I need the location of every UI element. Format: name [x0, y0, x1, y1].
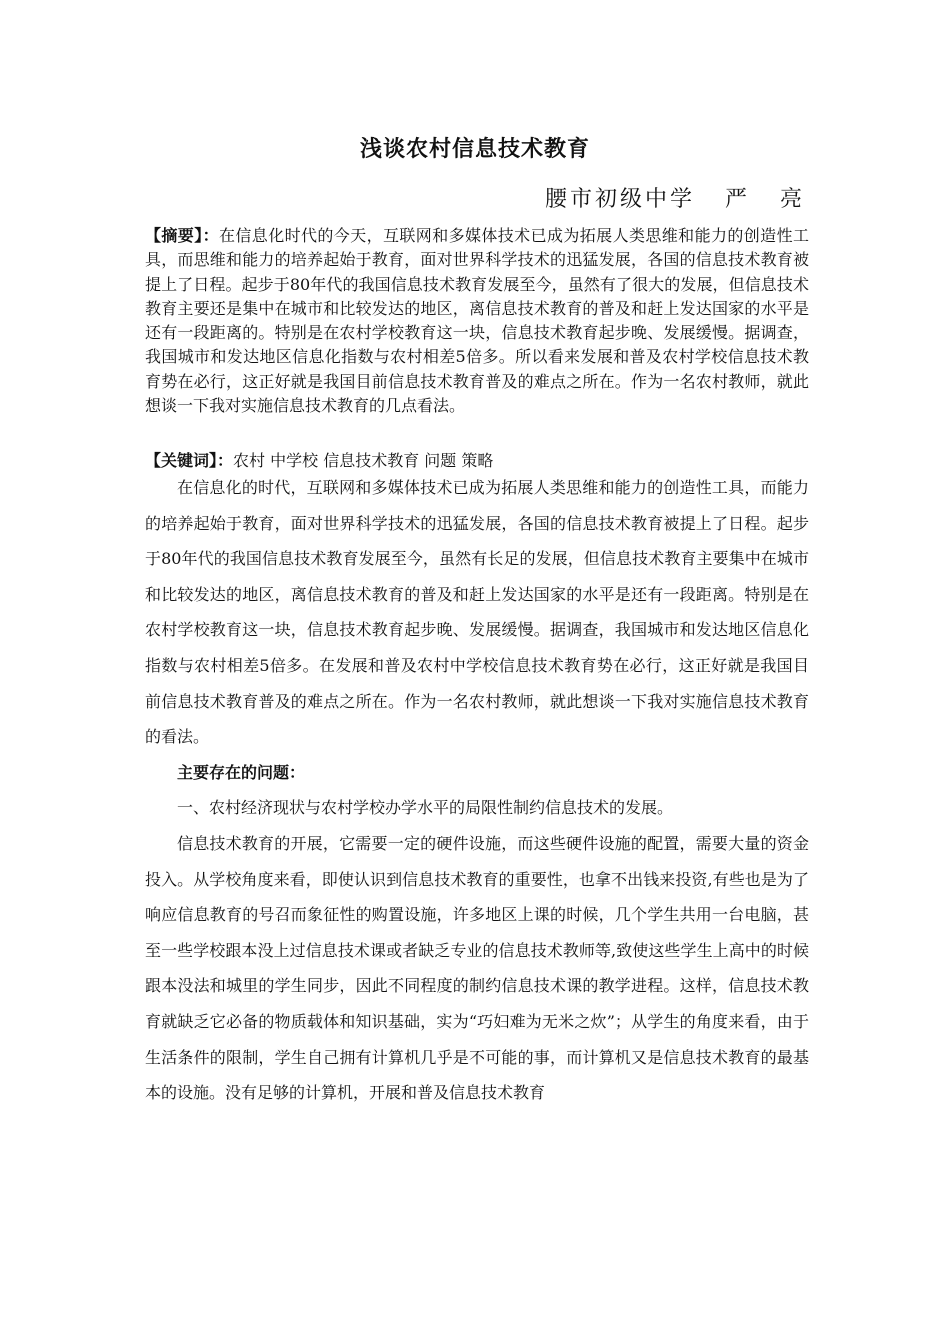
document-body	[145, 470, 809, 1111]
section-heading: 主要存在的问题：	[177, 762, 306, 782]
point-one-heading: 一、农村经济现状与农村学校办学水平的局限性制约信息技术的发展。	[177, 798, 674, 818]
document-title: 浅谈农村信息技术教育	[359, 137, 590, 162]
intro-paragraph: 在信息化的时代，互联网和多媒体技术已成为拓展人类思维和能力的创造性工具，而能力的培养起始于教育，面对世界科学技术的迅猛发展，各国的信息技术教育被提上了日程。起步于80年代的我国信息技术教育发展至今，虽然有长足的发展，但信息技术教育主要集中在城市和比较发达的地区，离信息技术教育的普及和赶上发达国家的水平是还有一段距离。特别是在农村学校教育这一块，信息技术教育起步晚、发展缓慢。据调查，我国城市和发达地区信息化指数与农村相差5倍多。在发展和普及农村中学校信息技术教育势在必行，这正好就是我国目前信息技术教育普及的难点之所在。作为一名农村教师，就此想谈一下我对实施信息技术教育的看法。	[145, 478, 809, 747]
abstract-paragraph	[145, 224, 809, 418]
keywords-label: 【关键词】：	[145, 451, 234, 470]
keywords-text: 农村 中学校 信息技术教育 问题 策略	[233, 451, 494, 470]
point-one-paragraph: 信息技术教育的开展，它需要一定的硬件设施，而这些硬件设施的配置，需要大量的资金投入。从学校角度来看，即使认识到信息技术教育的重要性，也拿不出钱来投资,有些也是为了响应信息教育的号召而象征性的购置设施，许多地区上课的时候，几个学生共用一台电脑，甚至一些学校跟本没上过信息技术课或者缺乏专业的信息技术教师等,致使这些学生上高中的时候跟本没法和城里的学生同步，因此不同程度的制约信息技术课的教学进程。这样，信息技术教育就缺乏它必备的物质载体和知识基础，实为“巧妇难为无米之炊”；从学生的角度来看，由于生活条件的限制，学生自己拥有计算机几乎是不可能的事，而计算机又是信息技术教育的最基本的设施。没有足够的计算机，开展和普及信息技术教育	[145, 833, 809, 1103]
abstract-label: 【摘要】：	[145, 226, 219, 245]
abstract-text: 在信息化时代的今天，互联网和多媒体技术已成为拓展人类思维和能力的创造性工具，而思维和能力的培养起始于教育，面对世界科学技术的迅猛发展，各国的信息技术教育被提上了日程。起步于80年代的我国信息技术教育发展至今，虽然有了很大的发展，但信息技术教育主要还是集中在城市和比较发达的地区，离信息技术教育的普及和赶上发达国家的水平是还有一段距离的。特别是在农村学校教育这一块，信息技术教育起步晚、发展缓慢。据调查，我国城市和发达地区信息化指数与农村相差5倍多。所以看来发展和普及农村学校信息技术教育势在必行，这正好就是我国目前信息技术教育普及的难点之所在。作为一名农村教师，就此想谈一下我对实施信息技术教育的几点看法。	[145, 226, 809, 416]
author-line: 腰市初级中学 严 亮	[545, 187, 805, 212]
